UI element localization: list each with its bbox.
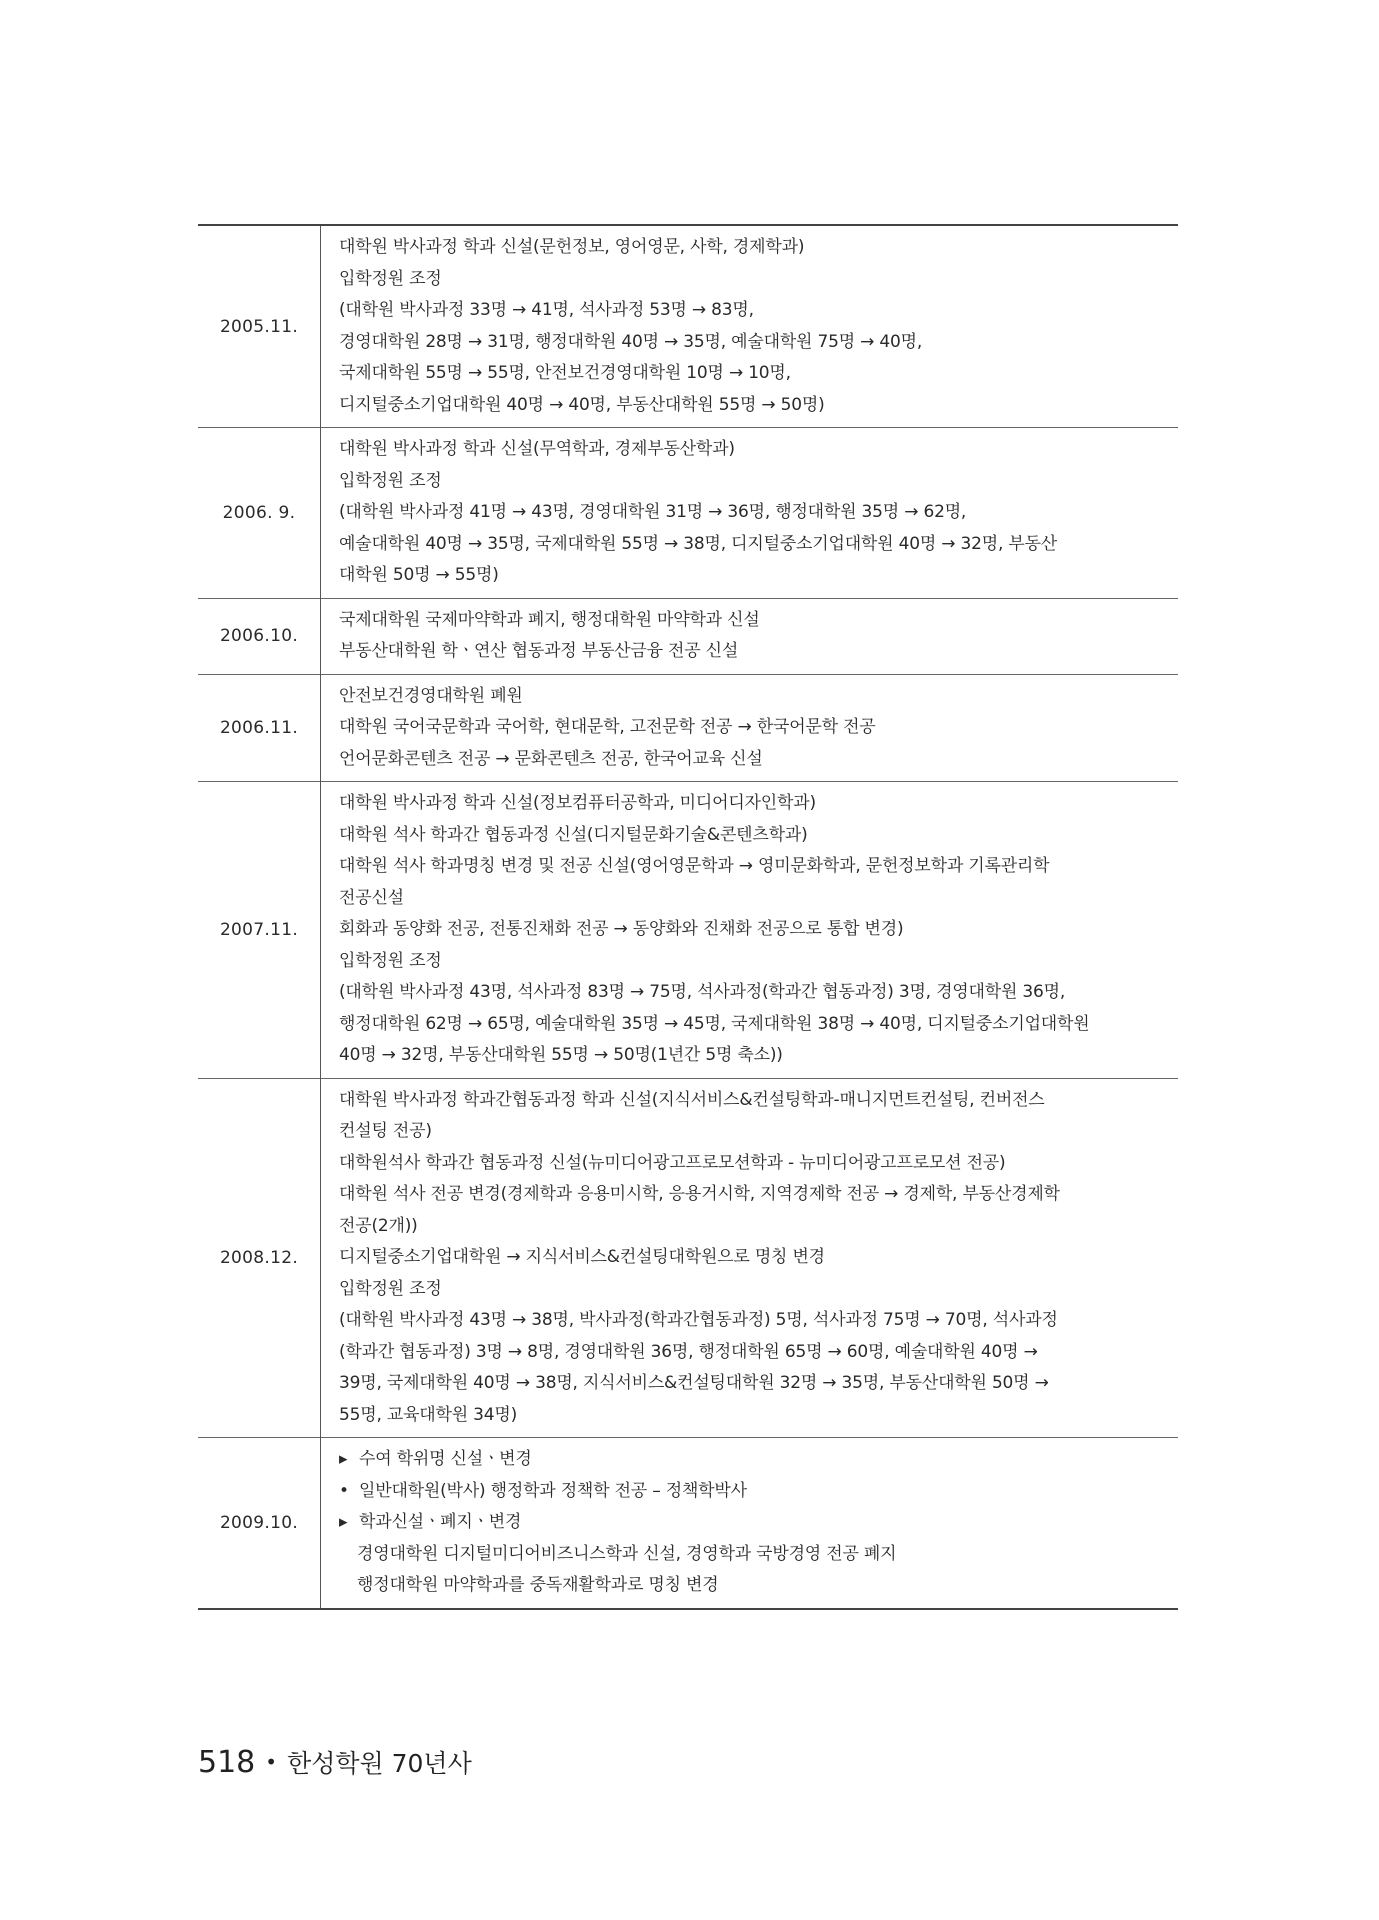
history-line bbox=[339, 1274, 1178, 1306]
history-line bbox=[339, 264, 1178, 296]
history-line bbox=[339, 1085, 1178, 1117]
history-line-text: 안전보건경영대학원 폐원 bbox=[339, 685, 523, 706]
history-line-text: (대학원 박사과정 43명, 석사과정 83명 → 75명, 석사과정(학과간 협동과정) 3명, 경영대학원 36명, bbox=[339, 982, 1066, 1002]
history-line bbox=[339, 914, 1178, 946]
page-footer bbox=[198, 1744, 472, 1780]
history-row bbox=[198, 1078, 1178, 1438]
history-line-text: 전공(2개)) bbox=[339, 1215, 418, 1236]
history-line-text: 일반대학원(박사) 행정학과 정책학 전공 – 정책학박사 bbox=[359, 1480, 747, 1501]
history-line bbox=[339, 529, 1178, 561]
history-line-text: 언어문화콘텐츠 전공 → 문화콘텐츠 전공, 한국어교육 신설 bbox=[339, 748, 763, 769]
history-line-text: 행정대학원 62명 → 65명, 예술대학원 35명 → 45명, 국제대학원 38명 → 40명, 디지털중소기업대학원 bbox=[339, 1013, 1090, 1034]
history-content bbox=[321, 1078, 1179, 1438]
history-table-body bbox=[198, 225, 1178, 1609]
history-line-text: 입학정원 조정 bbox=[339, 268, 442, 289]
history-line-text: 대학원 석사 전공 변경(경제학과 응용미시학, 응용거시학, 지역경제학 전공 → 경제학, 부동산경제학 bbox=[339, 1184, 1060, 1204]
history-line bbox=[339, 977, 1178, 1009]
history-date: 2005.11. bbox=[198, 225, 321, 428]
history-line bbox=[339, 1305, 1178, 1337]
history-line bbox=[339, 1148, 1178, 1180]
history-line-text: 입학정원 조정 bbox=[339, 470, 442, 491]
history-line bbox=[339, 1179, 1178, 1211]
history-row bbox=[198, 598, 1178, 674]
page-number: 518 bbox=[198, 1745, 256, 1780]
bullet-icon: • bbox=[339, 1480, 349, 1501]
history-date: 2008.12. bbox=[198, 1078, 321, 1438]
history-line bbox=[339, 232, 1178, 264]
history-line bbox=[339, 1116, 1178, 1148]
history-line-text: 부동산대학원 학ㆍ연산 협동과정 부동산금융 전공 신설 bbox=[339, 641, 739, 661]
history-line bbox=[339, 1539, 1178, 1571]
history-line-text: 대학원석사 학과간 협동과정 신설(뉴미디어광고프로모션학과 - 뉴미디어광고프로모션 전공) bbox=[339, 1152, 1006, 1173]
history-line bbox=[339, 605, 1178, 637]
history-line-text: 대학원 국어국문학과 국어학, 현대문학, 고전문학 전공 → 한국어문학 전공 bbox=[339, 717, 876, 737]
history-line bbox=[339, 883, 1178, 915]
history-line bbox=[339, 327, 1178, 359]
history-date: 2006. 9. bbox=[198, 428, 321, 599]
history-line-text: 수여 학위명 신설ㆍ변경 bbox=[359, 1449, 532, 1469]
history-date: 2007.11. bbox=[198, 782, 321, 1079]
history-line-text: 대학원 석사 학과간 협동과정 신설(디지털문화기술&콘텐츠학과) bbox=[339, 824, 808, 845]
history-line bbox=[339, 744, 1178, 776]
history-line bbox=[339, 788, 1178, 820]
history-content bbox=[321, 1438, 1179, 1609]
history-line-text: (대학원 박사과정 43명 → 38명, 박사과정(학과간협동과정) 5명, 석사과정 75명 → 70명, 석사과정 bbox=[339, 1310, 1058, 1330]
history-line bbox=[339, 1337, 1178, 1369]
history-line bbox=[339, 1400, 1178, 1432]
history-date: 2006.11. bbox=[198, 674, 321, 782]
history-line-text: 대학원 박사과정 학과 신설(문헌정보, 영어영문, 사학, 경제학과) bbox=[339, 237, 805, 257]
history-row bbox=[198, 1438, 1178, 1609]
history-line bbox=[339, 1009, 1178, 1041]
history-row bbox=[198, 674, 1178, 782]
history-date: 2009.10. bbox=[198, 1438, 321, 1609]
history-line bbox=[339, 466, 1178, 498]
history-line bbox=[339, 820, 1178, 852]
history-line bbox=[339, 434, 1178, 466]
history-line-text: 입학정원 조정 bbox=[339, 950, 442, 971]
book-title: 한성학원 70년사 bbox=[287, 1749, 472, 1778]
history-line-text: 예술대학원 40명 → 35명, 국제대학원 55명 → 38명, 디지털중소기업대학원 40명 → 32명, 부동산 bbox=[339, 533, 1058, 554]
history-line bbox=[339, 681, 1178, 713]
history-line-text: 디지털중소기업대학원 40명 → 40명, 부동산대학원 55명 → 50명) bbox=[339, 394, 825, 415]
history-line-text: (대학원 박사과정 41명 → 43명, 경영대학원 31명 → 36명, 행정대학원 35명 → 62명, bbox=[339, 502, 967, 522]
history-line-text: 학과신설ㆍ폐지ㆍ변경 bbox=[359, 1512, 522, 1532]
history-line bbox=[339, 1242, 1178, 1274]
history-line-text: 국제대학원 국제마약학과 폐지, 행정대학원 마약학과 신설 bbox=[339, 609, 760, 630]
history-line-text: 55명, 교육대학원 34명) bbox=[339, 1404, 518, 1425]
triangle-bullet-icon: ▸ bbox=[339, 1512, 348, 1532]
footer-separator: • bbox=[265, 1750, 278, 1774]
history-line bbox=[339, 946, 1178, 978]
history-line bbox=[339, 497, 1178, 529]
history-line-text: 회화과 동양화 전공, 전통진채화 전공 → 동양화와 진채화 전공으로 통합 변경) bbox=[339, 919, 904, 939]
history-line-text: 39명, 국제대학원 40명 → 38명, 지식서비스&컨설팅대학원 32명 → 35명, 부동산대학원 50명 → bbox=[339, 1373, 1049, 1393]
history-line bbox=[339, 1444, 1178, 1476]
history-line bbox=[339, 1040, 1178, 1072]
history-line-text: 대학원 박사과정 학과 신설(무역학과, 경제부동산학과) bbox=[339, 439, 735, 459]
history-line-text: 대학원 박사과정 학과 신설(정보컴퓨터공학과, 미디어디자인학과) bbox=[339, 793, 816, 813]
history-line bbox=[339, 358, 1178, 390]
history-line bbox=[339, 560, 1178, 592]
history-line bbox=[339, 851, 1178, 883]
history-content bbox=[321, 782, 1179, 1079]
history-line-text: 대학원 박사과정 학과간협동과정 학과 신설(지식서비스&컨설팅학과-매니지먼트컨설팅, 컨버전스 bbox=[339, 1089, 1045, 1110]
triangle-bullet-icon: ▸ bbox=[339, 1449, 348, 1469]
history-line-text: 경영대학원 28명 → 31명, 행정대학원 40명 → 35명, 예술대학원 75명 → 40명, bbox=[339, 331, 923, 352]
history-line bbox=[339, 712, 1178, 744]
history-row bbox=[198, 782, 1178, 1079]
history-content bbox=[321, 428, 1179, 599]
history-line-text: (학과간 협동과정) 3명 → 8명, 경영대학원 36명, 행정대학원 65명 → 60명, 예술대학원 40명 → bbox=[339, 1341, 1038, 1362]
history-line-text: 컨설팅 전공) bbox=[339, 1121, 432, 1141]
history-line-text: 전공신설 bbox=[339, 887, 404, 908]
history-line-text: 40명 → 32명, 부동산대학원 55명 → 50명(1년간 5명 축소)) bbox=[339, 1045, 783, 1065]
history-line bbox=[339, 390, 1178, 422]
history-line bbox=[339, 1211, 1178, 1243]
history-date: 2006.10. bbox=[198, 598, 321, 674]
history-content bbox=[321, 225, 1179, 428]
history-row bbox=[198, 225, 1178, 428]
history-line-text: 대학원 석사 학과명칭 변경 및 전공 신설(영어영문학과 → 영미문화학과, 문헌정보학과 기록관리학 bbox=[339, 856, 1050, 876]
history-line-text: 행정대학원 마약학과를 중독재활학과로 명칭 변경 bbox=[357, 1575, 719, 1595]
history-line bbox=[339, 295, 1178, 327]
history-line-text: 디지털중소기업대학원 → 지식서비스&컨설팅대학원으로 명칭 변경 bbox=[339, 1247, 825, 1267]
history-content bbox=[321, 674, 1179, 782]
history-line-text: 경영대학원 디지털미디어비즈니스학과 신설, 경영학과 국방경영 전공 폐지 bbox=[357, 1543, 897, 1564]
history-line bbox=[339, 636, 1178, 668]
history-line-text: 입학정원 조정 bbox=[339, 1278, 442, 1299]
history-line bbox=[339, 1476, 1178, 1508]
history-line bbox=[339, 1570, 1178, 1602]
history-line-text: 대학원 50명 → 55명) bbox=[339, 565, 499, 585]
history-line-text: 국제대학원 55명 → 55명, 안전보건경영대학원 10명 → 10명, bbox=[339, 363, 791, 383]
history-table bbox=[198, 224, 1178, 1610]
history-content bbox=[321, 598, 1179, 674]
history-line bbox=[339, 1507, 1178, 1539]
history-line-text: (대학원 박사과정 33명 → 41명, 석사과정 53명 → 83명, bbox=[339, 300, 754, 320]
history-line bbox=[339, 1368, 1178, 1400]
history-row bbox=[198, 428, 1178, 599]
